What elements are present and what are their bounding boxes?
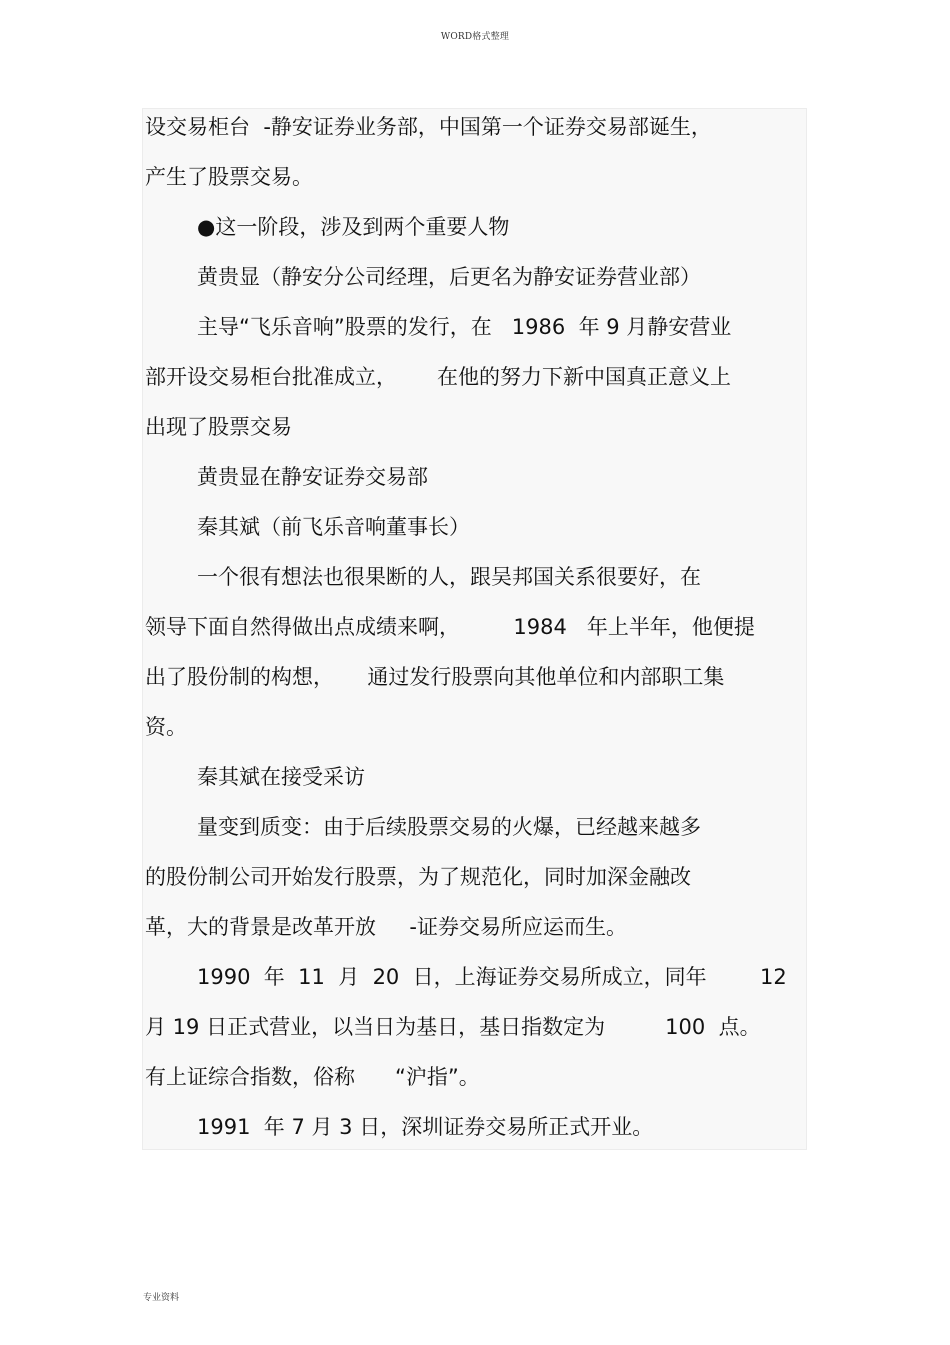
text-line: 的股份制公司开始发行股票，为了规范化，同时加深金融改 bbox=[145, 865, 691, 889]
text-line: 部开设交易柜台批准成立， 在他的努力下新中国真正意义上 bbox=[145, 365, 732, 389]
page-header: WORD格式整理 bbox=[440, 32, 510, 42]
page-footer: 专业资料 bbox=[143, 1293, 180, 1303]
text-line: 主导“飞乐音响”股票的发行，在 1986 年 9 月静安营业 bbox=[197, 315, 732, 339]
text-line: 出现了股票交易 bbox=[145, 415, 292, 439]
text-line: ●这一阶段，涉及到两个重要人物 bbox=[197, 215, 510, 239]
text-line: 有上证综合指数，俗称 “沪指”。 bbox=[145, 1065, 480, 1089]
document-body bbox=[145, 102, 810, 1152]
text-line: 秦其斌在接受采访 bbox=[197, 765, 365, 789]
text-line: 一个很有想法也很果断的人，跟吴邦国关系很要好，在 bbox=[197, 565, 701, 589]
text-line: 1990 年 11 月 20 日，上海证券交易所成立，同年 12 bbox=[197, 965, 787, 989]
text-line: 出了股份制的构想， 通过发行股票向其他单位和内部职工集 bbox=[145, 665, 725, 689]
text-line: 革，大的背景是改革开放 -证券交易所应运而生。 bbox=[145, 915, 627, 939]
text-line: 资。 bbox=[145, 715, 187, 739]
text-line: 产生了股票交易。 bbox=[145, 165, 313, 189]
text-line: 黄贵显（静安分公司经理，后更名为静安证券营业部） bbox=[197, 265, 701, 289]
text-line: 黄贵显在静安证券交易部 bbox=[197, 465, 428, 489]
text-line: 秦其斌（前飞乐音响董事长） bbox=[197, 515, 470, 539]
text-line: 领导下面自然得做出点成绩来啊， 1984 年上半年，他便提 bbox=[145, 615, 755, 639]
text-line: 月 19 日正式营业，以当日为基日，基日指数定为 100 点。 bbox=[145, 1015, 761, 1039]
text-line: 量变到质变：由于后续股票交易的火爆，已经越来越多 bbox=[197, 815, 701, 839]
text-line: 设交易柜台 -静安证券业务部，中国第一个证券交易部诞生， bbox=[145, 115, 712, 139]
text-line: 1991 年 7 月 3 日，深圳证券交易所正式开业。 bbox=[197, 1115, 654, 1139]
